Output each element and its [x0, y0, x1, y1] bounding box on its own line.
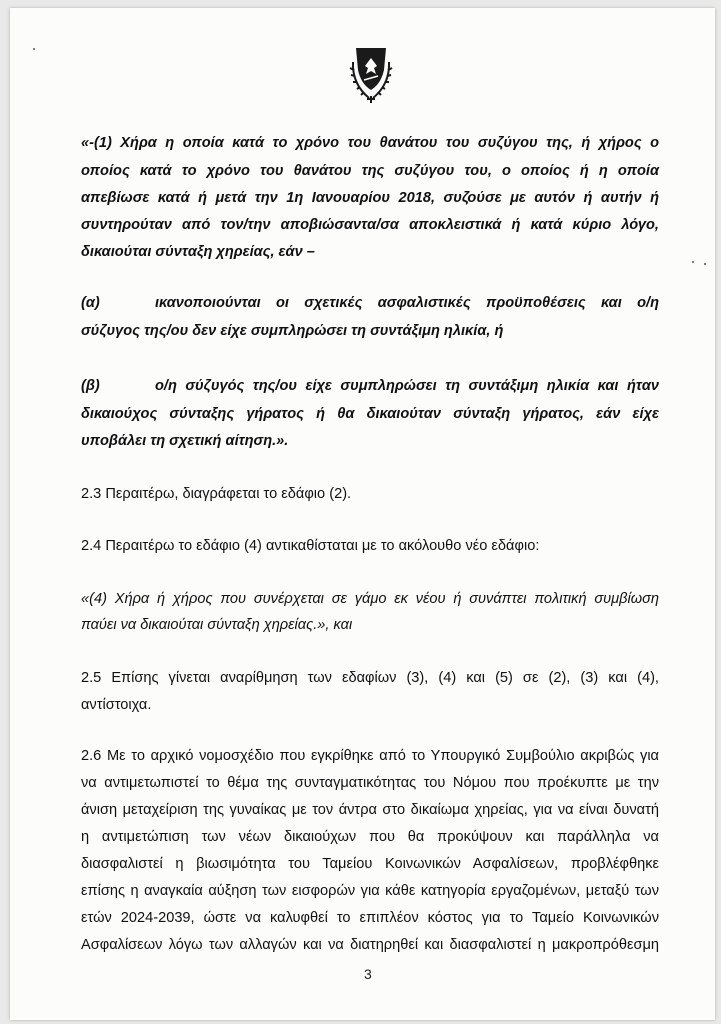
item-b-label: (β): [81, 378, 100, 394]
paragraph-2-6-line: άνιση μεταχείριση της γυναίκας με τον άντρα στο δικαίωμα χηρείας, για να είναι δυνατή: [81, 802, 659, 818]
item-a-text: ικανοποιούνται οι σχετικές ασφαλιστικές προϋποθέσεις και ο/η: [155, 295, 659, 311]
paragraph-2-5-line: 2.5 Επίσης γίνεται αναρίθμηση των εδαφίων (3), (4) και (5) σε (2), (3) και (4),: [81, 670, 659, 686]
document-page: [10, 8, 715, 1020]
scan-speck: [692, 261, 694, 263]
quoted-subsection-line: «(4) Χήρα ή χήρος που συνέρχεται σε γάμο εκ νέου ή συνάπτει πολιτική συμβίωση: [81, 591, 659, 607]
paragraph-2-6-line: η αντιμετώπιση των νέων δικαιούχων που θα προκύψουν και παράλληλα να: [81, 829, 659, 845]
item-a-line: σύζυγος της/ου δεν είχε συμπληρώσει τη συντάξιμη ηλικία, ή: [81, 323, 504, 339]
paragraph-2-6-line: ετών 2024-2039, ώστε να καλυφθεί το επιπλέον κόστος για το Ταμείο Κοινωνικών: [81, 910, 659, 926]
item-b-line: υποβάλει τη σχετική αίτηση.».: [81, 433, 289, 449]
scan-speck: [33, 48, 35, 50]
item-a-line: [81, 295, 659, 311]
widow-subsection-line: «-(1) Χήρα η οποία κατά το χρόνο του θανάτου του συζύγου της, ή χήρος ο: [81, 135, 659, 151]
paragraph-2-6-line: να αντιμετωπιστεί το θέμα της συνταγματικότητας του Νόμου που προέκυπτε με την: [81, 775, 659, 791]
widow-subsection-line: οποίος κατά το χρόνο του θανάτου της συζύγου του, ο οποίος ή η οποία: [81, 163, 659, 179]
paragraph-2-6-line: διασφαλιστεί η βιωσιμότητα του Ταμείου Κοινωνικών Ασφαλίσεων, προβλέφθηκε: [81, 856, 659, 872]
page-number: 3: [364, 966, 372, 982]
scan-speck: [704, 263, 706, 265]
item-b-text: ο/η σύζυγός της/ου είχε συμπληρώσει τη συντάξιμη ηλικία και ήταν: [155, 378, 659, 394]
widow-subsection-line: απεβίωσε κατά ή μετά την 1η Ιανουαρίου 2018, συζούσε με αυτόν ή αυτήν ή: [81, 190, 659, 206]
coat-of-arms-emblem: [347, 44, 395, 106]
item-b-line: δικαιούχος σύνταξης γήρατος ή θα δικαιούταν σύνταξη γήρατος, εάν είχε: [81, 406, 659, 422]
item-b-line: [81, 378, 659, 394]
paragraph-2-3: 2.3 Περαιτέρω, διαγράφεται το εδάφιο (2).: [81, 486, 352, 502]
paragraph-2-5-line: αντίστοιχα.: [81, 697, 152, 713]
paragraph-2-6-line: 2.6 Με το αρχικό νομοσχέδιο που εγκρίθηκε από το Υπουργικό Συμβούλιο ακριβώς για: [81, 748, 659, 764]
widow-subsection-line: δικαιούται σύνταξη χηρείας, εάν –: [81, 244, 315, 260]
paragraph-2-6-line: Ασφαλίσεων λόγω των αλλαγών και να διατηρηθεί και διασφαλιστεί η μακροπρόθεσμη: [81, 937, 659, 953]
quoted-subsection-line: παύει να δικαιούται σύνταξη χηρείας.», και: [81, 617, 353, 633]
paragraph-2-4: 2.4 Περαιτέρω το εδάφιο (4) αντικαθίσταται με το ακόλουθο νέο εδάφιο:: [81, 538, 540, 554]
item-a-label: (α): [81, 295, 100, 311]
widow-subsection-line: συντηρούταν από τον/την αποβιώσαντα/σα αποκλειστικά ή κατά κύριο λόγο,: [81, 217, 659, 233]
paragraph-2-6-line: επίσης η αναγκαία αύξηση των εισφορών για κάθε κατηγορία εργαζομένων, μεταξύ των: [81, 883, 659, 899]
